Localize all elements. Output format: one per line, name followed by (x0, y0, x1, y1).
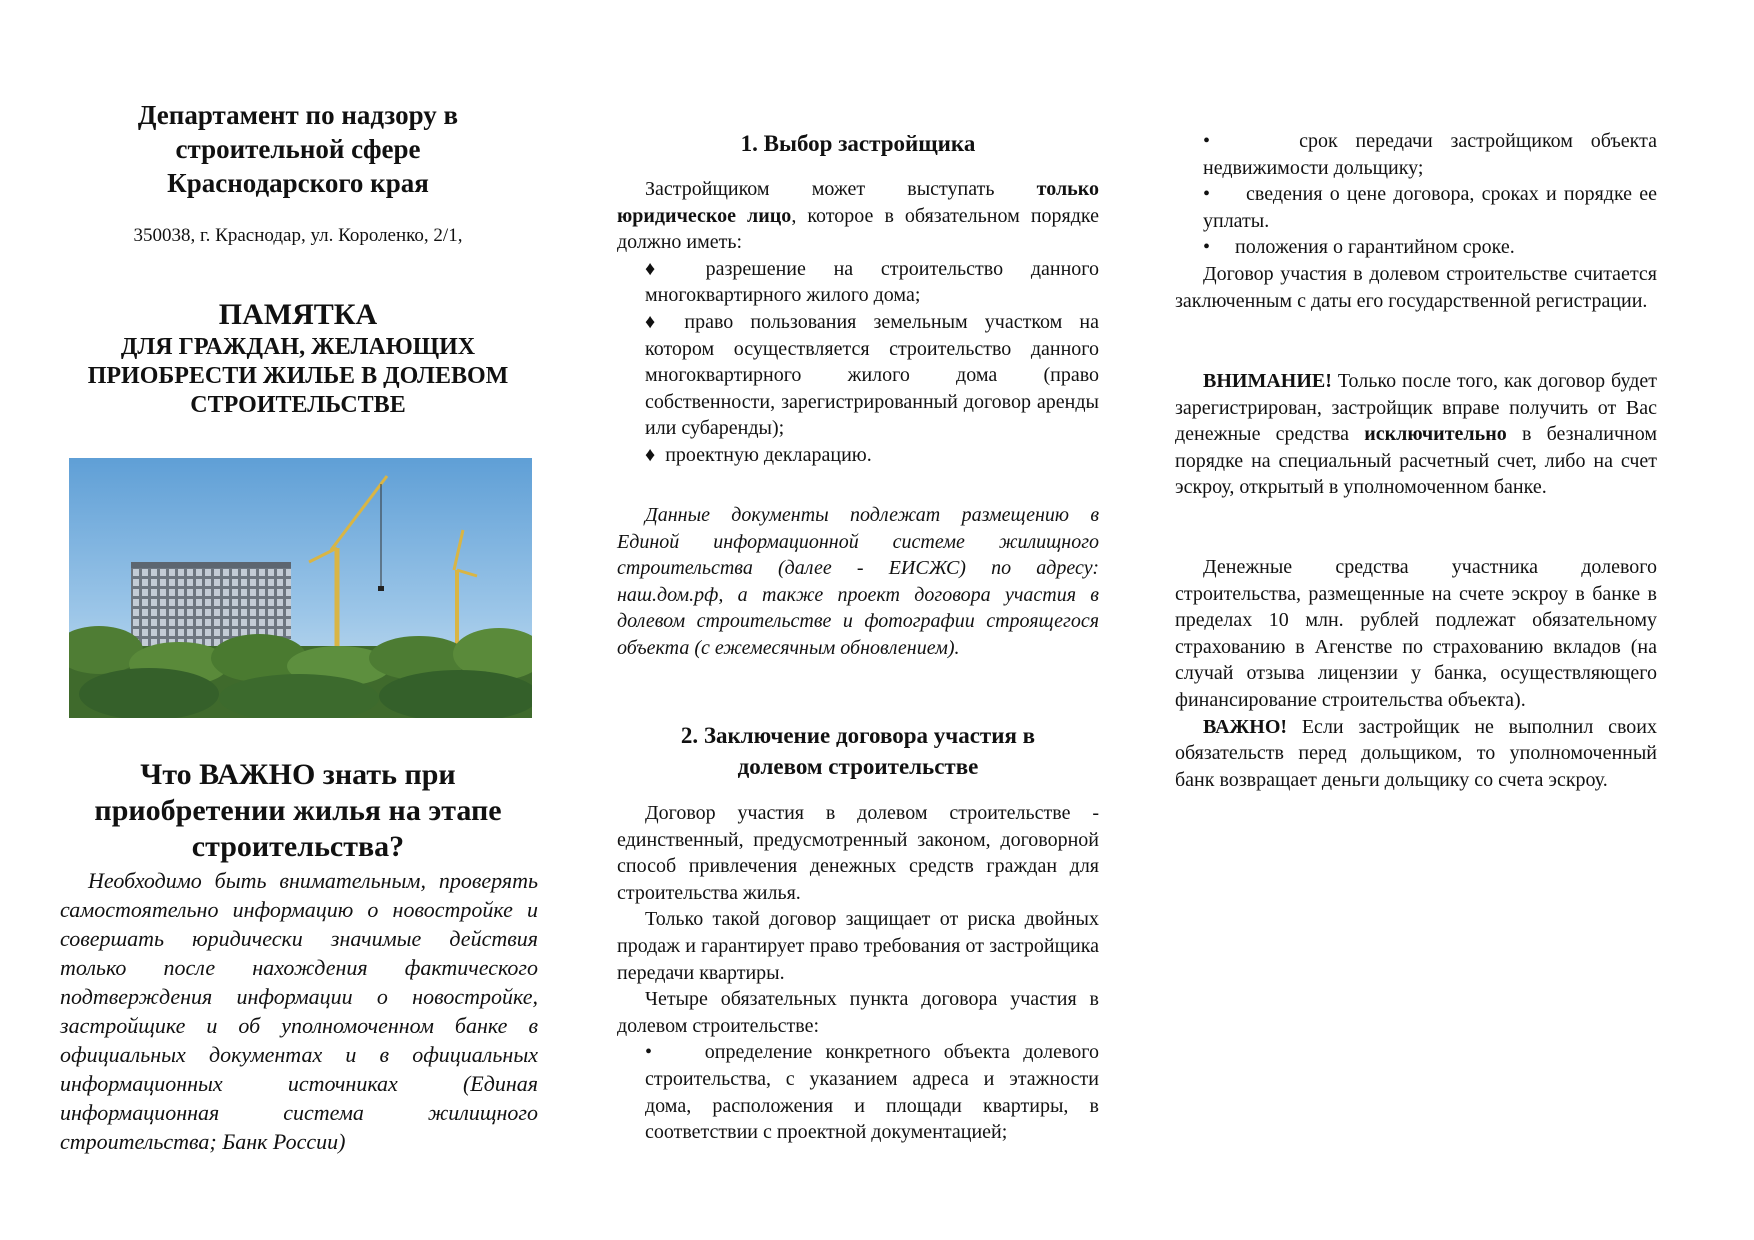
diamond-bullet-icon: ♦ (645, 257, 706, 280)
bullet-text: сведения о цене договора, сроках и порядке ее уплаты. (1203, 183, 1657, 232)
section-1-intro (617, 176, 1099, 256)
escrow-paragraph (1175, 554, 1657, 793)
intro-paragraph (60, 866, 538, 1156)
bullet-text: положения о гарантийном сроке. (1235, 236, 1515, 259)
bullet-text: срок передачи застройщиком объекта недвижимости дольщику; (1203, 130, 1657, 179)
memo-subtitle (57, 333, 539, 420)
memo-subtitle-line: ПРИОБРЕСТИ ЖИЛЬЕ В ДОЛЕВОМ (87, 363, 509, 389)
text-run: в безналичном порядке на специальный расчетный счет, либо на счет эскроу, открытый в уполномоченном банке. (1175, 423, 1658, 499)
attention-text (1175, 368, 1657, 501)
dot-bullet-icon: • (1203, 183, 1247, 206)
memo-subtitle-line: СТРОИТЕЛЬСТВЕ (190, 392, 406, 418)
section-2-paragraph: Четыре обязательных пункта договора участия в долевом строительстве: (617, 988, 1099, 1037)
bullet-text: определение конкретного объекта долевого строительства, с указанием адреса и этажности дома, расположения и площади квартиры, в соответствии с проектной документацией; (645, 1041, 1099, 1144)
text-run: , которое в обязательном порядке должно иметь: (617, 204, 1099, 254)
text-run-bold: только юридическое лицо (617, 178, 1099, 227)
bullet-item (617, 1039, 1099, 1145)
department-address: 350038, г. Краснодар, ул. Короленко, 2/1, (133, 225, 463, 246)
diamond-bullet-icon: ♦ (645, 443, 666, 466)
memo-subtitle-line: ДЛЯ ГРАЖДАН, ЖЕЛАЮЩИХ (120, 334, 476, 360)
text-run: Застройщиком может выступать (645, 178, 1037, 200)
bullet-item (617, 256, 1099, 309)
department-line: Департамент по надзору в (137, 100, 459, 130)
memo-title: ПАМЯТКА (218, 298, 378, 331)
attention-label: ВНИМАНИЕ! (1203, 370, 1332, 392)
bullet-item (1175, 181, 1657, 234)
diamond-bullet-icon: ♦ (645, 310, 685, 333)
department-line: строительной сфере (175, 134, 421, 164)
section-2-body (617, 800, 1099, 1146)
section-2-title (617, 720, 1099, 782)
dot-bullet-icon: • (1203, 130, 1300, 152)
bullet-item (617, 309, 1099, 442)
bullet-text: право пользования земельным участком на котором осуществляется строительство данного многоквартирного жилого дома (право собственности, зарегистрированный договор аренды или субаренды); (645, 310, 1099, 440)
intro-text: Необходимо быть внимательным, проверять самостоятельно информацию о новостройке и совершать юридически значимые действия только после нахождения фактического подтверждения информации о новостройке, застройщике и об уполномоченном банке в официальных документах и в официальных информационных источниках (Единая информационная система жилищного строительства; Банк России) (60, 868, 538, 1154)
important-label: ВАЖНО! (1203, 715, 1288, 738)
contract-points-continued (1175, 128, 1657, 314)
attention-paragraph (1175, 368, 1657, 501)
dot-bullet-icon: • (645, 1041, 705, 1064)
department-line: Краснодарского края (167, 168, 429, 198)
construction-photo (69, 458, 532, 718)
bullet-item (1175, 234, 1657, 261)
important-heading (57, 757, 539, 865)
important-paragraph (1175, 714, 1657, 794)
text-run-bold: исключительно (1364, 423, 1507, 446)
bullet-item (617, 442, 1099, 469)
section-2-title-line: долевом строительстве (737, 754, 979, 779)
bullet-text: разрешение на строительство данного многоквартирного жилого дома; (645, 257, 1099, 307)
section-1-title: 1. Выбор застройщика (740, 131, 976, 156)
bullet-item (1175, 128, 1657, 181)
important-heading-line: строительства? (191, 830, 405, 863)
dot-bullet-icon: • (1203, 236, 1236, 259)
escrow-text: Денежные средства участника долевого строительства, размещенные на счете эскроу в банке в пределах 10 млн. рублей подлежат обязательному страхованию в Агенстве по страхованию вкладов (на случай отзыва лицензии у банка, осуществляющего финансирование строительства объекта). (1175, 556, 1657, 711)
section-2-paragraph: Только такой договор защищает от риска двойных продаж и гарантирует право требования от застройщика передачи квартиры. (617, 908, 1099, 984)
text-run: Если застройщик не выполнил своих обязательств перед дольщиком, то уполномоченный банк возвращает деньги дольщику со счета эскроу. (1175, 715, 1657, 791)
registration-paragraph: Договор участия в долевом строительстве считается заключенным с даты его государственной регистрации. (1175, 262, 1657, 312)
section-2-paragraph: Договор участия в долевом строительстве - единственный, предусмотренный законом, договорной способ привлечения денежных средств граждан для строительства жилья. (617, 802, 1099, 904)
documents-note-text: Данные документы подлежат размещению в Единой информационной системе жилищного строительства (далее - ЕИСЖС) по адресу: наш.дом.рф, а также проект договора участия в долевом строительстве и фотографии строящегося объекта (с ежемесячным обновлением). (617, 504, 1099, 659)
section-1-body (617, 176, 1099, 469)
section-2-title-line: 2. Заключение договора участия в (680, 723, 1036, 748)
text-run: Только после того, как договор будет зарегистрирован, застройщик вправе получить от Вас денежные средства (1175, 370, 1657, 446)
department-name (57, 98, 539, 200)
documents-note (617, 502, 1099, 662)
important-heading-line: Что ВАЖНО знать при (140, 758, 456, 791)
bullet-text: проектную декларацию. (665, 443, 872, 466)
important-heading-line: приобретении жилья на этапе (94, 794, 502, 827)
